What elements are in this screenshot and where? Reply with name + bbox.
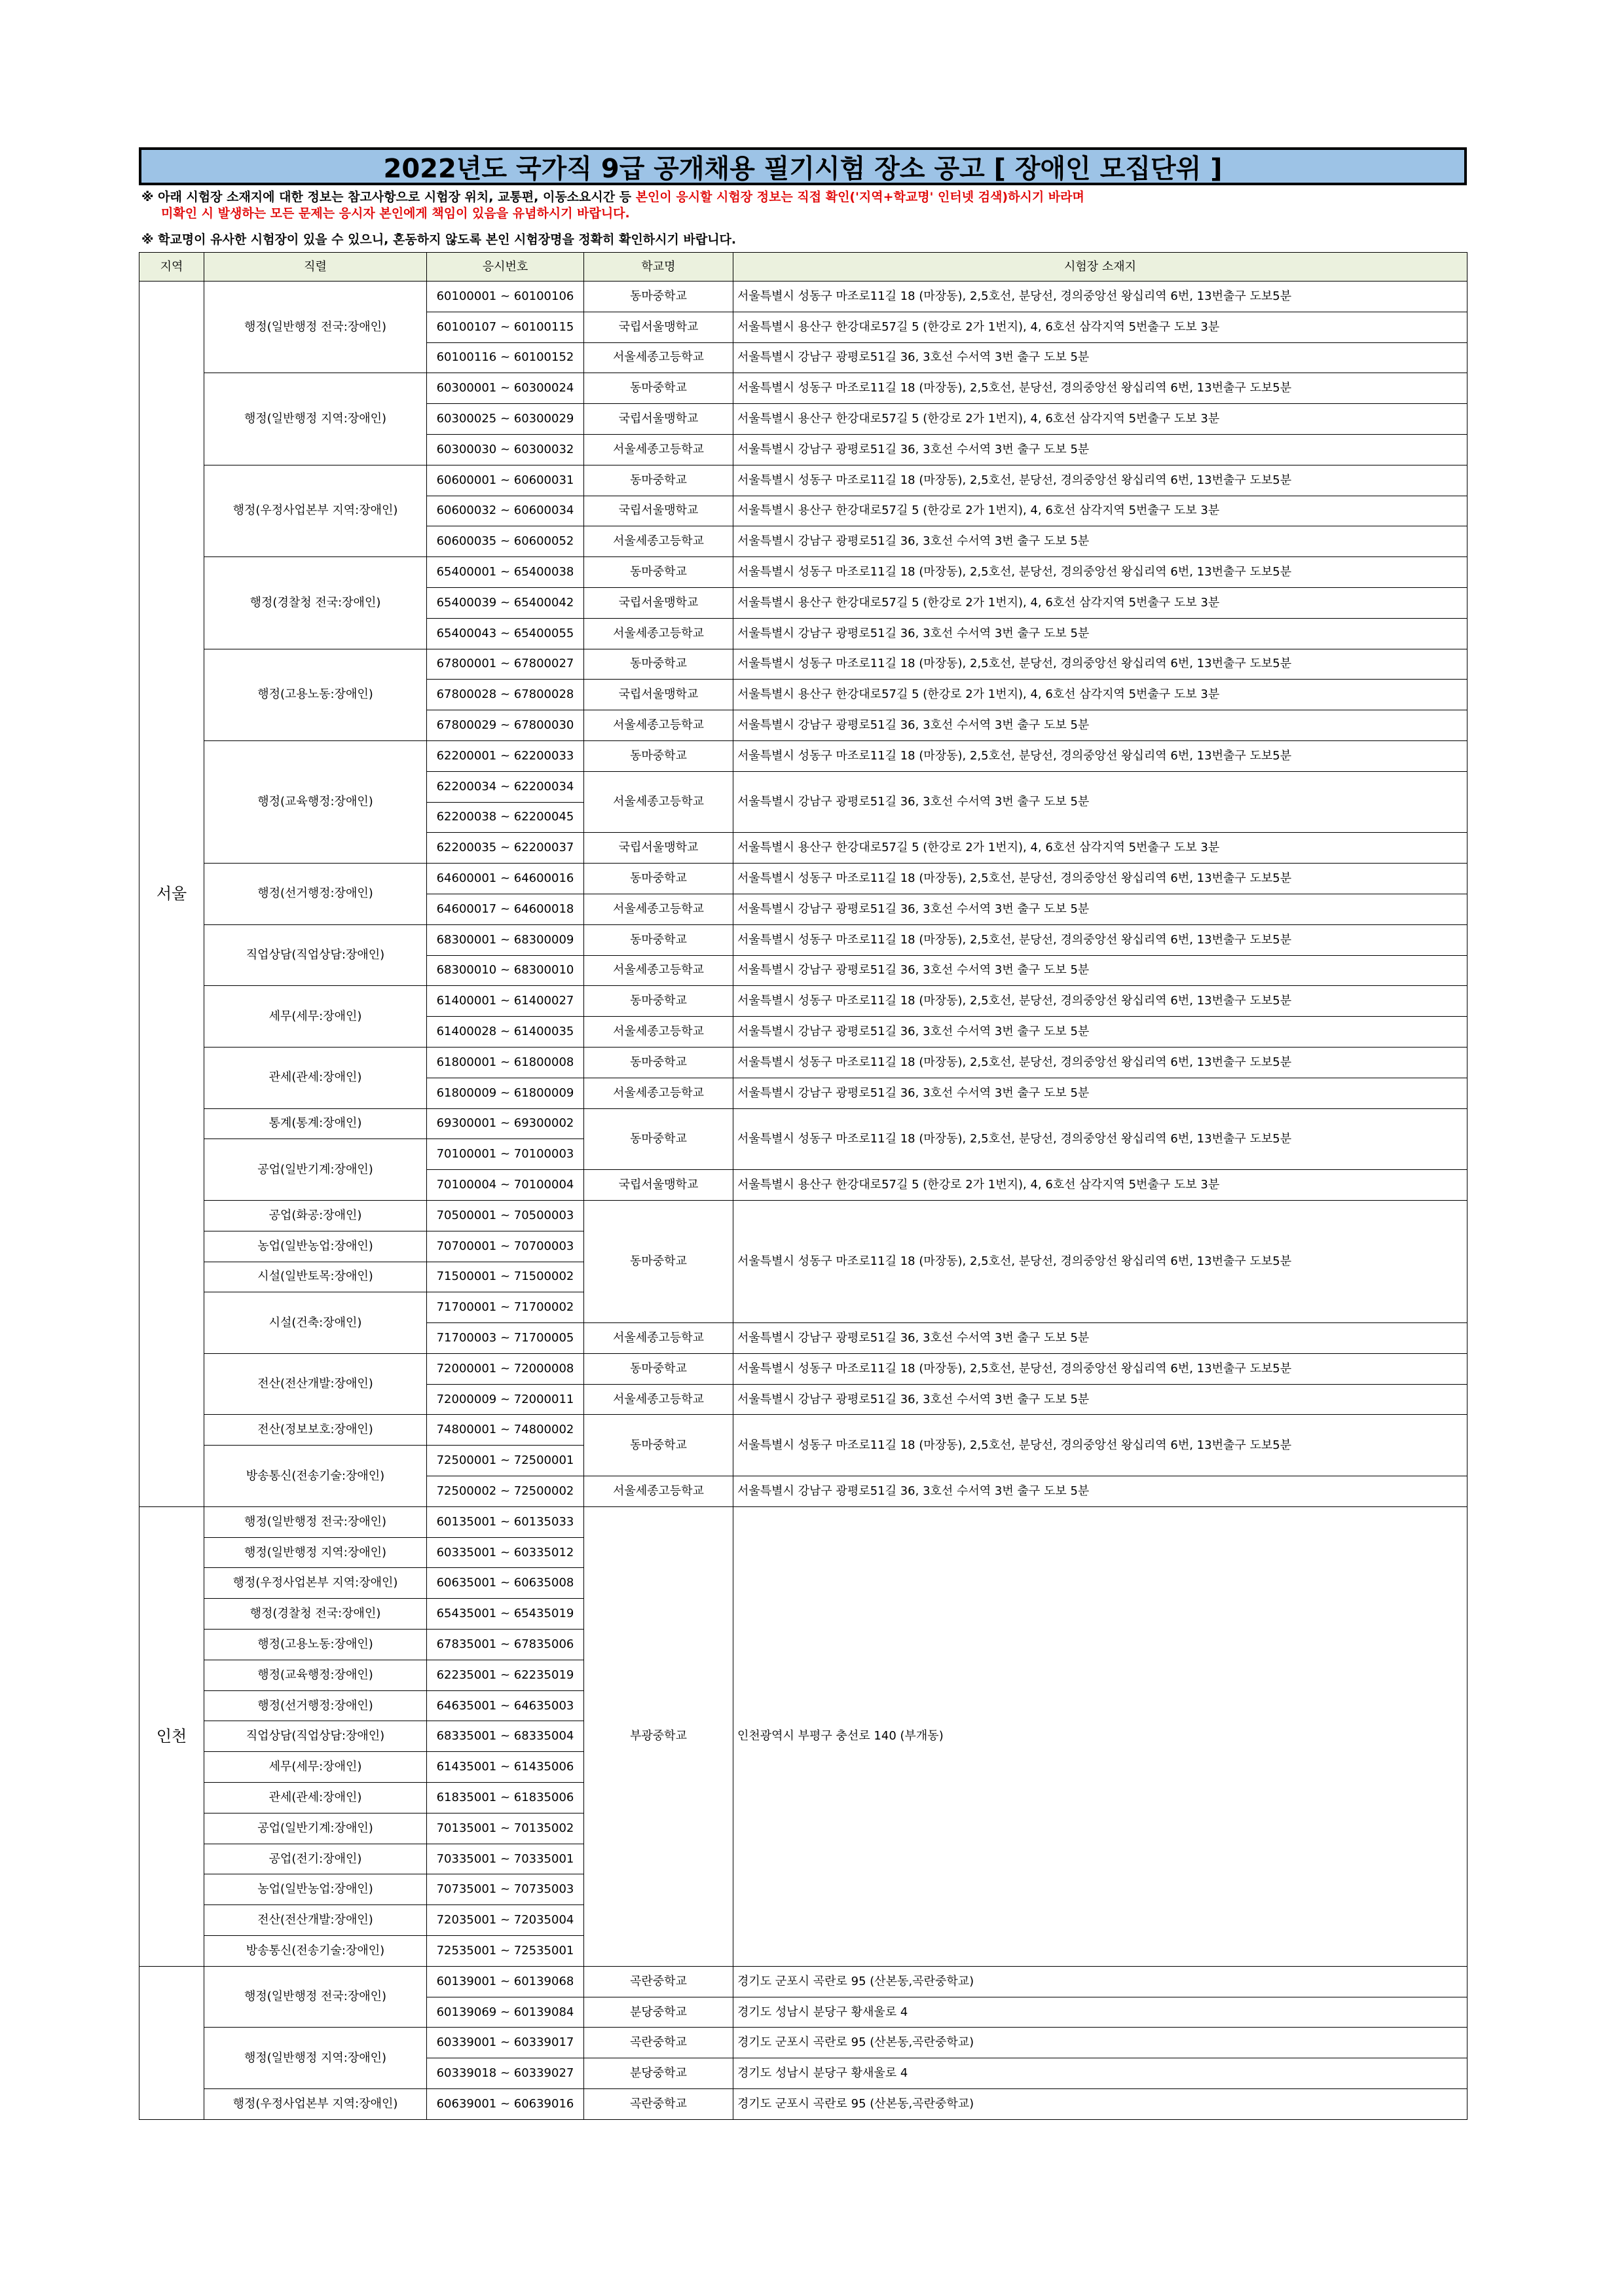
school-name-cell: 서울세종고등학교 <box>584 894 733 924</box>
location-address-cell: 경기도 군포시 곡란로 95 (산본동,곡란중학교) <box>733 2028 1467 2058</box>
exam-number-cell: 69300001 ~ 69300002 <box>427 1108 584 1139</box>
school-name-cell: 서울세종고등학교 <box>584 1323 733 1354</box>
exam-number-cell: 62200034 ~ 62200034 <box>427 771 584 802</box>
job-series-cell: 농업(일반농업:장애인) <box>204 1874 427 1905</box>
school-name-cell: 서울세종고등학교 <box>584 618 733 649</box>
school-name-cell: 동마중학교 <box>584 986 733 1017</box>
school-name-cell: 곡란중학교 <box>584 2028 733 2058</box>
exam-number-cell: 72535001 ~ 72535001 <box>427 1936 584 1967</box>
location-address-cell: 서울특별시 강남구 광평로51길 36, 3호선 수서역 3번 출구 도보 5분 <box>733 342 1467 373</box>
exam-number-cell: 70100001 ~ 70100003 <box>427 1139 584 1170</box>
exam-number-cell: 61800009 ~ 61800009 <box>427 1078 584 1108</box>
location-address-cell: 서울특별시 강남구 광평로51길 36, 3호선 수서역 3번 출구 도보 5분 <box>733 526 1467 557</box>
school-name-cell: 동마중학교 <box>584 557 733 588</box>
header-location-address: 시험장 소재지 <box>733 253 1467 282</box>
school-name-cell: 동마중학교 <box>584 864 733 894</box>
exam-number-cell: 71700001 ~ 71700002 <box>427 1292 584 1323</box>
job-series-cell: 행정(고용노동:장애인) <box>204 649 427 740</box>
job-series-cell: 행정(일반행정 전국:장애인) <box>204 1966 427 2028</box>
table-row <box>139 1966 1467 1997</box>
job-series-cell: 공업(일반기계:장애인) <box>204 1813 427 1844</box>
exam-number-cell: 64600001 ~ 64600016 <box>427 864 584 894</box>
job-series-cell: 행정(경찰청 전국:장애인) <box>204 1599 427 1630</box>
job-series-cell: 관세(관세:장애인) <box>204 1047 427 1108</box>
exam-number-cell: 61835001 ~ 61835006 <box>427 1783 584 1813</box>
notice-line-3: ※ 학교명이 유사한 시험장이 있을 수 있으니, 혼동하지 않도록 본인 시험장명을 정확히 확인하시기 바랍니다. <box>141 232 737 247</box>
exam-number-cell: 60100001 ~ 60100106 <box>427 282 584 312</box>
header-job-series: 직렬 <box>204 253 427 282</box>
location-address-cell: 서울특별시 성동구 마조로11길 18 (마장동), 2,5호선, 분당선, 경의중앙선 왕십리역 6번, 13번출구 도보5분 <box>733 1200 1467 1322</box>
exam-number-cell: 60635001 ~ 60635008 <box>427 1568 584 1599</box>
job-series-cell: 행정(고용노동:장애인) <box>204 1630 427 1660</box>
exam-number-cell: 71500001 ~ 71500002 <box>427 1262 584 1292</box>
school-name-cell: 동마중학교 <box>584 1047 733 1078</box>
exam-number-cell: 70335001 ~ 70335001 <box>427 1844 584 1874</box>
exam-number-cell: 60339018 ~ 60339027 <box>427 2058 584 2089</box>
location-address-cell: 서울특별시 성동구 마조로11길 18 (마장동), 2,5호선, 분당선, 경의중앙선 왕십리역 6번, 13번출구 도보5분 <box>733 649 1467 680</box>
exam-number-cell: 60600035 ~ 60600052 <box>427 526 584 557</box>
location-address-cell: 서울특별시 성동구 마조로11길 18 (마장동), 2,5호선, 분당선, 경의중앙선 왕십리역 6번, 13번출구 도보5분 <box>733 986 1467 1017</box>
location-address-cell: 서울특별시 성동구 마조로11길 18 (마장동), 2,5호선, 분당선, 경의중앙선 왕십리역 6번, 13번출구 도보5분 <box>733 864 1467 894</box>
exam-number-cell: 68335001 ~ 68335004 <box>427 1721 584 1752</box>
school-name-cell: 서울세종고등학교 <box>584 434 733 465</box>
job-series-cell: 행정(일반행정 전국:장애인) <box>204 282 427 373</box>
page-title: 2022년도 국가직 9급 공개채용 필기시험 장소 공고 [ 장애인 모집단위 ] <box>139 147 1467 185</box>
exam-number-cell: 60600001 ~ 60600031 <box>427 465 584 496</box>
job-series-cell: 농업(일반농업:장애인) <box>204 1231 427 1262</box>
location-address-cell: 서울특별시 강남구 광평로51길 36, 3호선 수서역 3번 출구 도보 5분 <box>733 1078 1467 1108</box>
school-name-cell: 동마중학교 <box>584 1353 733 1384</box>
job-series-cell: 행정(우정사업본부 지역:장애인) <box>204 1568 427 1599</box>
exam-number-cell: 70500001 ~ 70500003 <box>427 1200 584 1231</box>
location-address-cell: 서울특별시 강남구 광평로51길 36, 3호선 수서역 3번 출구 도보 5분 <box>733 1476 1467 1507</box>
location-address-cell: 서울특별시 성동구 마조로11길 18 (마장동), 2,5호선, 분당선, 경의중앙선 왕십리역 6번, 13번출구 도보5분 <box>733 924 1467 955</box>
notice-line-1-text: ※ 아래 시험장 소재지에 대한 정보는 참고사항으로 시험장 위치, 교통편, 이동소요시간 등 <box>141 190 636 204</box>
job-series-cell: 전산(전산개발:장애인) <box>204 1353 427 1415</box>
location-address-cell: 경기도 성남시 분당구 황새울로 4 <box>733 1997 1467 2028</box>
school-name-cell: 동마중학교 <box>584 282 733 312</box>
header-school-name: 학교명 <box>584 253 733 282</box>
job-series-cell: 행정(일반행정 지역:장애인) <box>204 1537 427 1568</box>
exam-number-cell: 60139069 ~ 60139084 <box>427 1997 584 2028</box>
exam-number-cell: 61400001 ~ 61400027 <box>427 986 584 1017</box>
location-address-cell: 서울특별시 강남구 광평로51길 36, 3호선 수서역 3번 출구 도보 5분 <box>733 434 1467 465</box>
location-address-cell: 서울특별시 용산구 한강대로57길 5 (한강로 2가 1번지), 4, 6호선 삼각지역 5번출구 도보 3분 <box>733 833 1467 864</box>
table-row <box>139 2028 1467 2058</box>
job-series-cell: 전산(전산개발:장애인) <box>204 1905 427 1936</box>
notice-line-1 <box>141 189 1084 205</box>
location-address-cell: 서울특별시 강남구 광평로51길 36, 3호선 수서역 3번 출구 도보 5분 <box>733 1384 1467 1415</box>
location-address-cell: 서울특별시 강남구 광평로51길 36, 3호선 수서역 3번 출구 도보 5분 <box>733 1323 1467 1354</box>
job-series-cell: 관세(관세:장애인) <box>204 1783 427 1813</box>
location-address-cell: 서울특별시 강남구 광평로51길 36, 3호선 수서역 3번 출구 도보 5분 <box>733 771 1467 833</box>
job-series-cell: 행정(교육행정:장애인) <box>204 1660 427 1690</box>
exam-number-cell: 60600032 ~ 60600034 <box>427 496 584 526</box>
job-series-cell: 행정(일반행정 지역:장애인) <box>204 373 427 465</box>
exam-number-cell: 62200035 ~ 62200037 <box>427 833 584 864</box>
location-address-cell: 서울특별시 용산구 한강대로57길 5 (한강로 2가 1번지), 4, 6호선 삼각지역 5번출구 도보 3분 <box>733 496 1467 526</box>
exam-number-cell: 72000001 ~ 72000008 <box>427 1353 584 1384</box>
school-name-cell: 동마중학교 <box>584 740 733 771</box>
table-row <box>139 986 1467 1017</box>
school-name-cell: 국립서울맹학교 <box>584 312 733 342</box>
location-address-cell: 경기도 군포시 곡란로 95 (산본동,곡란중학교) <box>733 1966 1467 1997</box>
school-name-cell: 분당중학교 <box>584 2058 733 2089</box>
table-row <box>139 557 1467 588</box>
table-row <box>139 1353 1467 1384</box>
exam-number-cell: 60100107 ~ 60100115 <box>427 312 584 342</box>
table-row <box>139 465 1467 496</box>
location-address-cell: 서울특별시 성동구 마조로11길 18 (마장동), 2,5호선, 분당선, 경의중앙선 왕십리역 6번, 13번출구 도보5분 <box>733 1353 1467 1384</box>
exam-number-cell: 60100116 ~ 60100152 <box>427 342 584 373</box>
exam-number-cell: 60639001 ~ 60639016 <box>427 2089 584 2120</box>
job-series-cell: 행정(선거행정:장애인) <box>204 1690 427 1721</box>
exam-number-cell: 60300030 ~ 60300032 <box>427 434 584 465</box>
exam-number-cell: 71700003 ~ 71700005 <box>427 1323 584 1354</box>
school-name-cell: 동마중학교 <box>584 373 733 404</box>
exam-number-cell: 70735001 ~ 70735003 <box>427 1874 584 1905</box>
exam-location-table <box>139 252 1467 2120</box>
location-address-cell: 서울특별시 성동구 마조로11길 18 (마장동), 2,5호선, 분당선, 경의중앙선 왕십리역 6번, 13번출구 도보5분 <box>733 1108 1467 1170</box>
exam-number-cell: 72035001 ~ 72035004 <box>427 1905 584 1936</box>
exam-number-cell: 68300001 ~ 68300009 <box>427 924 584 955</box>
region-cell: 서울 <box>139 282 204 1507</box>
job-series-cell: 공업(전기:장애인) <box>204 1844 427 1874</box>
school-name-cell: 동마중학교 <box>584 465 733 496</box>
exam-number-cell: 67800029 ~ 67800030 <box>427 710 584 741</box>
table-row <box>139 864 1467 894</box>
table-row <box>139 1415 1467 1446</box>
job-series-cell: 직업상담(직업상담:장애인) <box>204 924 427 986</box>
job-series-cell: 행정(우정사업본부 지역:장애인) <box>204 2089 427 2120</box>
location-address-cell: 서울특별시 강남구 광평로51길 36, 3호선 수서역 3번 출구 도보 5분 <box>733 894 1467 924</box>
exam-number-cell: 60339001 ~ 60339017 <box>427 2028 584 2058</box>
exam-number-cell: 70700001 ~ 70700003 <box>427 1231 584 1262</box>
school-name-cell: 동마중학교 <box>584 924 733 955</box>
table-row <box>139 1506 1467 1537</box>
school-name-cell: 동마중학교 <box>584 1415 733 1476</box>
exam-number-cell: 61800001 ~ 61800008 <box>427 1047 584 1078</box>
exam-number-cell: 60139001 ~ 60139068 <box>427 1966 584 1997</box>
job-series-cell: 공업(일반기계:장애인) <box>204 1139 427 1201</box>
job-series-cell: 행정(우정사업본부 지역:장애인) <box>204 465 427 556</box>
school-name-cell: 서울세종고등학교 <box>584 955 733 986</box>
exam-number-cell: 74800001 ~ 74800002 <box>427 1415 584 1446</box>
exam-number-cell: 60135001 ~ 60135033 <box>427 1506 584 1537</box>
table-row <box>139 740 1467 771</box>
table-header-row <box>139 253 1467 282</box>
notice-line-2-warning: 미확인 시 발생하는 모든 문제는 응시자 본인에게 책임이 있음을 유념하시기 바랍니다. <box>161 206 630 221</box>
table-row <box>139 649 1467 680</box>
school-name-cell: 부광중학교 <box>584 1506 733 1966</box>
location-address-cell: 경기도 군포시 곡란로 95 (산본동,곡란중학교) <box>733 2089 1467 2120</box>
table-row <box>139 373 1467 404</box>
exam-number-cell: 60300025 ~ 60300029 <box>427 404 584 435</box>
exam-number-cell: 61435001 ~ 61435006 <box>427 1752 584 1783</box>
school-name-cell: 서울세종고등학교 <box>584 342 733 373</box>
header-region: 지역 <box>139 253 204 282</box>
table-body <box>139 282 1467 2120</box>
exam-number-cell: 67800028 ~ 67800028 <box>427 680 584 710</box>
location-address-cell: 서울특별시 성동구 마조로11길 18 (마장동), 2,5호선, 분당선, 경의중앙선 왕십리역 6번, 13번출구 도보5분 <box>733 1415 1467 1476</box>
exam-number-cell: 67800001 ~ 67800027 <box>427 649 584 680</box>
job-series-cell: 공업(화공:장애인) <box>204 1200 427 1231</box>
exam-number-cell: 62200038 ~ 62200045 <box>427 802 584 833</box>
table-row <box>139 1108 1467 1139</box>
exam-number-cell: 70100004 ~ 70100004 <box>427 1170 584 1201</box>
exam-number-cell: 64600017 ~ 64600018 <box>427 894 584 924</box>
location-address-cell: 서울특별시 강남구 광평로51길 36, 3호선 수서역 3번 출구 도보 5분 <box>733 618 1467 649</box>
school-name-cell: 곡란중학교 <box>584 2089 733 2120</box>
school-name-cell: 국립서울맹학교 <box>584 496 733 526</box>
school-name-cell: 서울세종고등학교 <box>584 1078 733 1108</box>
location-address-cell: 인천광역시 부평구 충선로 140 (부개동) <box>733 1506 1467 1966</box>
school-name-cell: 곡란중학교 <box>584 1966 733 1997</box>
job-series-cell: 방송통신(전송기술:장애인) <box>204 1446 427 1507</box>
location-address-cell: 경기도 성남시 분당구 황새울로 4 <box>733 2058 1467 2089</box>
job-series-cell: 행정(선거행정:장애인) <box>204 864 427 925</box>
exam-number-cell: 67835001 ~ 67835006 <box>427 1630 584 1660</box>
notice-line-1-warning: 본인이 응시할 시험장 정보는 직접 확인('지역+학교명' 인터넷 검색)하시기 바라며 <box>635 190 1084 204</box>
exam-number-cell: 65400043 ~ 65400055 <box>427 618 584 649</box>
school-name-cell: 국립서울맹학교 <box>584 833 733 864</box>
location-address-cell: 서울특별시 성동구 마조로11길 18 (마장동), 2,5호선, 분당선, 경의중앙선 왕십리역 6번, 13번출구 도보5분 <box>733 373 1467 404</box>
location-address-cell: 서울특별시 강남구 광평로51길 36, 3호선 수서역 3번 출구 도보 5분 <box>733 955 1467 986</box>
exam-number-cell: 72500002 ~ 72500002 <box>427 1476 584 1507</box>
school-name-cell: 서울세종고등학교 <box>584 771 733 833</box>
location-address-cell: 서울특별시 성동구 마조로11길 18 (마장동), 2,5호선, 분당선, 경의중앙선 왕십리역 6번, 13번출구 도보5분 <box>733 465 1467 496</box>
region-cell <box>139 1966 204 2119</box>
location-address-cell: 서울특별시 강남구 광평로51길 36, 3호선 수서역 3번 출구 도보 5분 <box>733 710 1467 741</box>
header-exam-number: 응시번호 <box>427 253 584 282</box>
school-name-cell: 국립서울맹학교 <box>584 680 733 710</box>
exam-number-cell: 62200001 ~ 62200033 <box>427 740 584 771</box>
location-address-cell: 서울특별시 용산구 한강대로57길 5 (한강로 2가 1번지), 4, 6호선 삼각지역 5번출구 도보 3분 <box>733 680 1467 710</box>
job-series-cell: 행정(일반행정 전국:장애인) <box>204 1506 427 1537</box>
job-series-cell: 행정(일반행정 지역:장애인) <box>204 2028 427 2089</box>
job-series-cell: 방송통신(전송기술:장애인) <box>204 1936 427 1967</box>
job-series-cell: 전산(정보보호:장애인) <box>204 1415 427 1446</box>
location-address-cell: 서울특별시 성동구 마조로11길 18 (마장동), 2,5호선, 분당선, 경의중앙선 왕십리역 6번, 13번출구 도보5분 <box>733 740 1467 771</box>
exam-number-cell: 62235001 ~ 62235019 <box>427 1660 584 1690</box>
job-series-cell: 세무(세무:장애인) <box>204 1752 427 1783</box>
school-name-cell: 분당중학교 <box>584 1997 733 2028</box>
region-cell: 인천 <box>139 1506 204 1966</box>
exam-number-cell: 70135001 ~ 70135002 <box>427 1813 584 1844</box>
exam-number-cell: 60335001 ~ 60335012 <box>427 1537 584 1568</box>
school-name-cell: 국립서울맹학교 <box>584 587 733 618</box>
job-series-cell: 세무(세무:장애인) <box>204 986 427 1048</box>
location-address-cell: 서울특별시 성동구 마조로11길 18 (마장동), 2,5호선, 분당선, 경의중앙선 왕십리역 6번, 13번출구 도보5분 <box>733 1047 1467 1078</box>
job-series-cell: 직업상담(직업상담:장애인) <box>204 1721 427 1752</box>
table-row <box>139 1047 1467 1078</box>
table-row <box>139 924 1467 955</box>
exam-number-cell: 68300010 ~ 68300010 <box>427 955 584 986</box>
school-name-cell: 서울세종고등학교 <box>584 526 733 557</box>
exam-number-cell: 72000009 ~ 72000011 <box>427 1384 584 1415</box>
school-name-cell: 동마중학교 <box>584 1108 733 1170</box>
table-row <box>139 1200 1467 1231</box>
exam-number-cell: 60300001 ~ 60300024 <box>427 373 584 404</box>
school-name-cell: 서울세종고등학교 <box>584 1476 733 1507</box>
job-series-cell: 통계(통계:장애인) <box>204 1108 427 1139</box>
school-name-cell: 국립서울맹학교 <box>584 1170 733 1201</box>
location-address-cell: 서울특별시 용산구 한강대로57길 5 (한강로 2가 1번지), 4, 6호선 삼각지역 5번출구 도보 3분 <box>733 587 1467 618</box>
school-name-cell: 서울세종고등학교 <box>584 1017 733 1048</box>
table-row <box>139 282 1467 312</box>
location-address-cell: 서울특별시 성동구 마조로11길 18 (마장동), 2,5호선, 분당선, 경의중앙선 왕십리역 6번, 13번출구 도보5분 <box>733 557 1467 588</box>
location-address-cell: 서울특별시 성동구 마조로11길 18 (마장동), 2,5호선, 분당선, 경의중앙선 왕십리역 6번, 13번출구 도보5분 <box>733 282 1467 312</box>
school-name-cell: 동마중학교 <box>584 649 733 680</box>
location-address-cell: 서울특별시 강남구 광평로51길 36, 3호선 수서역 3번 출구 도보 5분 <box>733 1017 1467 1048</box>
job-series-cell: 시설(건축:장애인) <box>204 1292 427 1354</box>
school-name-cell: 국립서울맹학교 <box>584 404 733 435</box>
location-address-cell: 서울특별시 용산구 한강대로57길 5 (한강로 2가 1번지), 4, 6호선 삼각지역 5번출구 도보 3분 <box>733 1170 1467 1201</box>
exam-number-cell: 64635001 ~ 64635003 <box>427 1690 584 1721</box>
exam-number-cell: 65400001 ~ 65400038 <box>427 557 584 588</box>
school-name-cell: 서울세종고등학교 <box>584 710 733 741</box>
job-series-cell: 시설(일반토목:장애인) <box>204 1262 427 1292</box>
exam-number-cell: 61400028 ~ 61400035 <box>427 1017 584 1048</box>
job-series-cell: 행정(교육행정:장애인) <box>204 740 427 863</box>
school-name-cell: 서울세종고등학교 <box>584 1384 733 1415</box>
location-address-cell: 서울특별시 용산구 한강대로57길 5 (한강로 2가 1번지), 4, 6호선 삼각지역 5번출구 도보 3분 <box>733 404 1467 435</box>
exam-number-cell: 65435001 ~ 65435019 <box>427 1599 584 1630</box>
exam-number-cell: 65400039 ~ 65400042 <box>427 587 584 618</box>
job-series-cell: 행정(경찰청 전국:장애인) <box>204 557 427 649</box>
location-address-cell: 서울특별시 용산구 한강대로57길 5 (한강로 2가 1번지), 4, 6호선 삼각지역 5번출구 도보 3분 <box>733 312 1467 342</box>
exam-number-cell: 72500001 ~ 72500001 <box>427 1446 584 1476</box>
table-row <box>139 2089 1467 2120</box>
school-name-cell: 동마중학교 <box>584 1200 733 1322</box>
